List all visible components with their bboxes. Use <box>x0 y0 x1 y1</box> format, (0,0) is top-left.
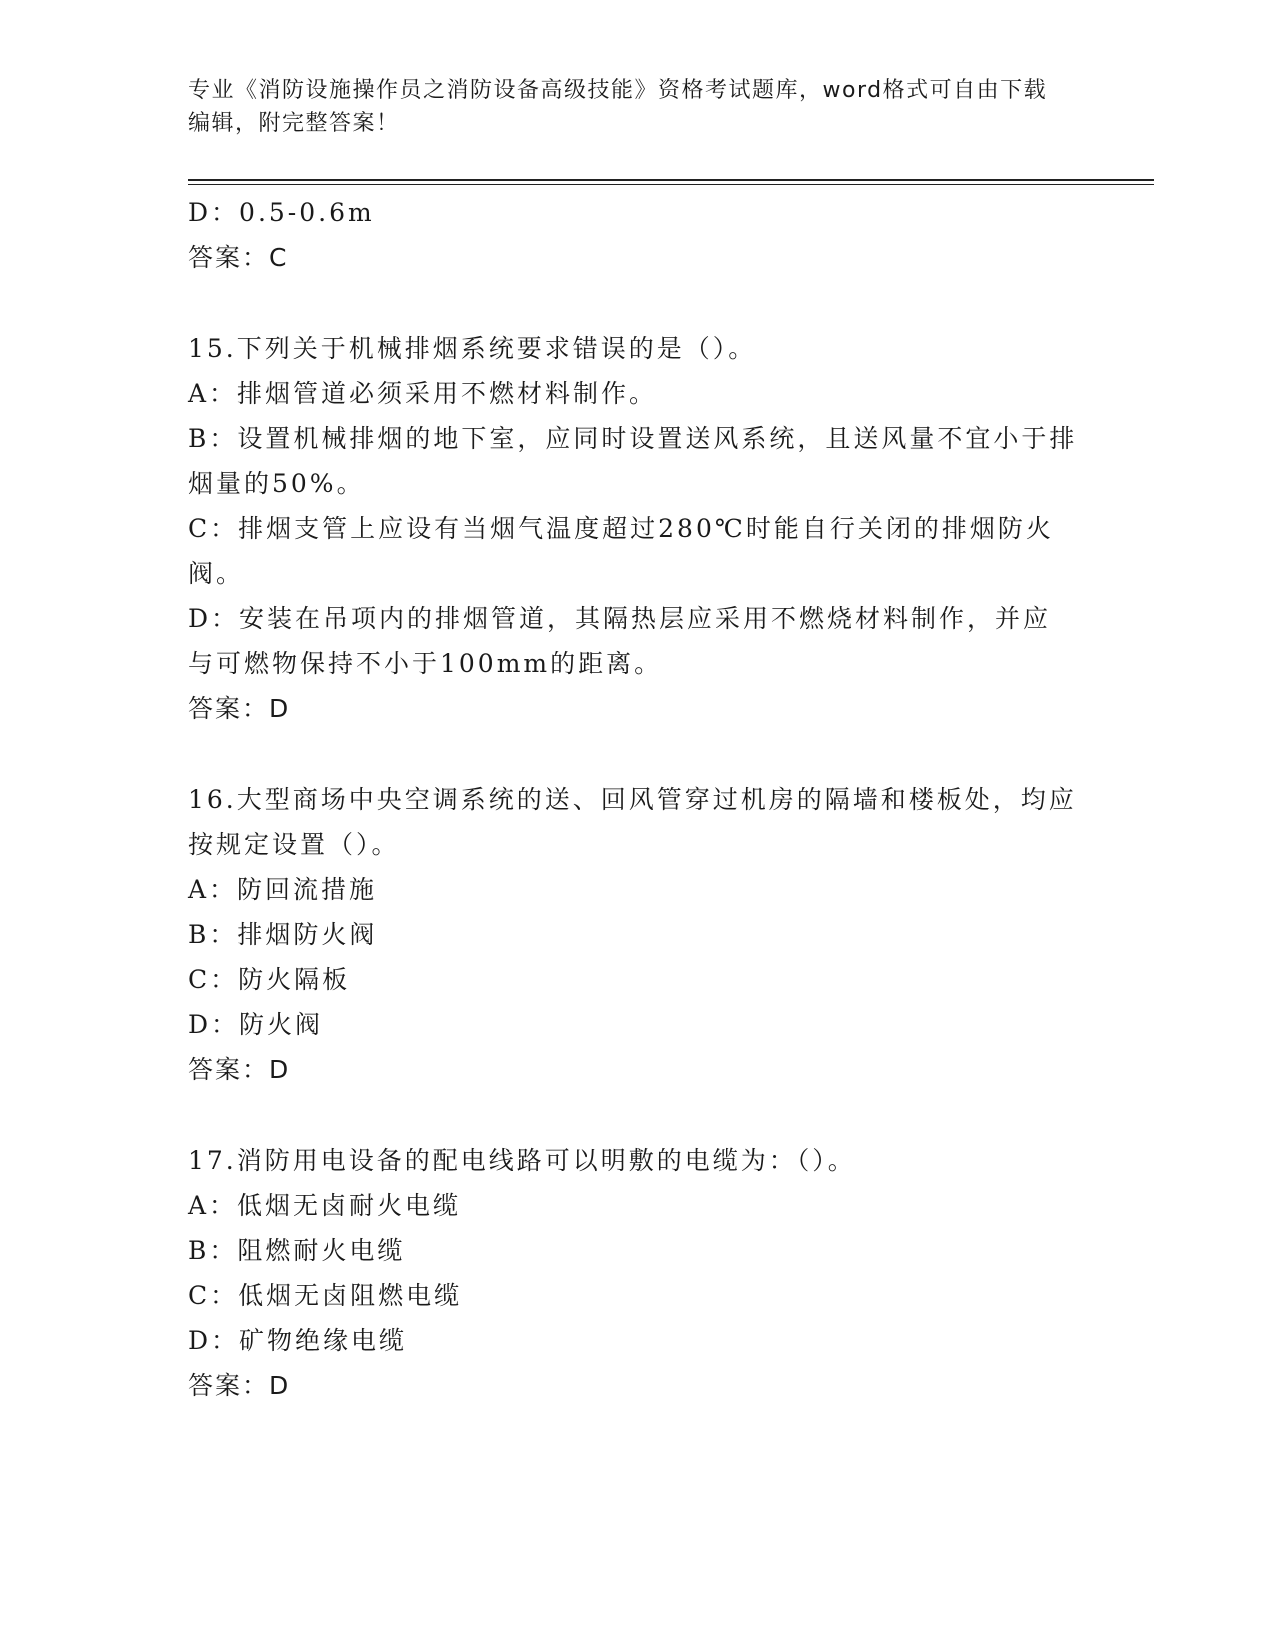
answer: 答案：C <box>188 243 289 272</box>
option-c: C：低烟无卤阻燃电缆 <box>188 1281 463 1310</box>
answer: 答案：D <box>188 694 291 723</box>
option-d: D：安装在吊项内的排烟管道，其隔热层应采用不燃烧材料制作，并应与可燃物保持不小于100mm的距离。 <box>188 604 1052 678</box>
question-15 <box>188 326 1078 731</box>
option-d: D：防火阀 <box>188 1010 324 1039</box>
option-b: B：阻燃耐火电缆 <box>188 1236 406 1265</box>
spacer <box>188 1092 1078 1138</box>
option-a: A：排烟管道必须采用不燃材料制作。 <box>188 379 658 408</box>
page-header: 专业《消防设施操作员之消防设备高级技能》资格考试题库，word格式可自由下载编辑，附完整答案！ <box>188 78 1048 136</box>
question-stem: 15.下列关于机械排烟系统要求错误的是（）。 <box>188 334 757 363</box>
header-divider-thin <box>188 184 1154 185</box>
spacer <box>188 280 1078 326</box>
option-d: D：0.5-0.6m <box>188 198 375 227</box>
option-a: A：低烟无卤耐火电缆 <box>188 1191 462 1220</box>
question-17 <box>188 1138 1078 1408</box>
spacer <box>188 731 1078 777</box>
question-16 <box>188 777 1078 1092</box>
header-divider-thick <box>188 179 1154 181</box>
answer: 答案：D <box>188 1371 291 1400</box>
question-list <box>188 190 1078 1408</box>
option-d: D：矿物绝缘电缆 <box>188 1326 408 1355</box>
answer: 答案：D <box>188 1055 291 1084</box>
question-14-tail <box>188 190 1078 280</box>
question-stem: 17.消防用电设备的配电线路可以明敷的电缆为：（）。 <box>188 1146 856 1175</box>
option-a: A：防回流措施 <box>188 875 378 904</box>
option-c: C：排烟支管上应设有当烟气温度超过280℃时能自行关闭的排烟防火阀。 <box>188 514 1054 588</box>
question-stem: 16.大型商场中央空调系统的送、回风管穿过机房的隔墙和楼板处，均应按规定设置（）。 <box>188 785 1077 859</box>
option-c: C：防火隔板 <box>188 965 351 994</box>
option-b: B：设置机械排烟的地下室，应同时设置送风系统，且送风量不宜小于排烟量的50%。 <box>188 424 1078 498</box>
option-b: B：排烟防火阀 <box>188 920 378 949</box>
